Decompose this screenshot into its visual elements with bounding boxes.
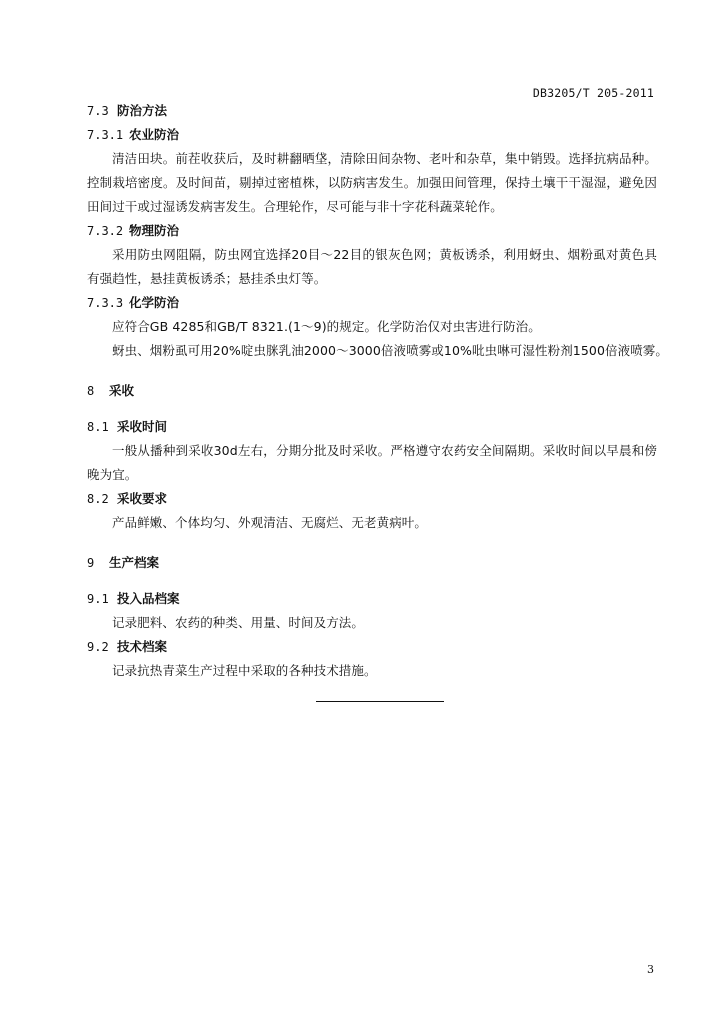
section-title: 采收时间: [117, 419, 168, 434]
section-heading-9-2: [87, 635, 657, 659]
section-heading-9-1: [87, 587, 657, 611]
paragraph-physical-control: 采用防虫网阻隔，防虫网宜选择20目～22目的银灰色网；黄板诱杀，利用蚜虫、烟粉虱对黄色具有强趋性，悬挂黄板诱杀；悬挂杀虫灯等。: [87, 247, 657, 286]
section-title: 采收要求: [117, 491, 168, 506]
section-title: 农业防治: [129, 127, 180, 142]
spacer: [87, 403, 657, 415]
paragraph-chemical-control-2: 蚜虫、烟粉虱可用20%啶虫脒乳油2000～3000倍液喷雾或10%吡虫啉可湿性粉剂1500倍液喷雾。: [112, 343, 669, 358]
section-number: 8.2: [87, 492, 109, 506]
section-number: 8.1: [87, 420, 109, 434]
section-heading-8-2: [87, 487, 657, 511]
spacer: [87, 535, 657, 551]
section-number: 8: [87, 384, 95, 398]
section-heading-7-3-3: [87, 291, 657, 315]
section-heading-7-3-1: [87, 123, 657, 147]
section-title: 物理防治: [129, 223, 180, 238]
section-heading-8: [87, 379, 657, 403]
paragraph-harvest-requirements: 产品鲜嫩、个体均匀、外观清洁、无腐烂、无老黄病叶。: [112, 515, 428, 530]
section-title: 防治方法: [117, 103, 168, 118]
paragraph-chemical-control-1: 应符合GB 4285和GB/T 8321.(1～9)的规定。化学防治仅对虫害进行防治。: [112, 319, 541, 334]
paragraph-input-records: 记录肥料、农药的种类、用量、时间及方法。: [112, 615, 365, 630]
section-heading-7-3-2: [87, 219, 657, 243]
page-number: 3: [647, 963, 654, 976]
spacer: [87, 363, 657, 379]
section-number: 9.1: [87, 592, 109, 606]
spacer: [87, 575, 657, 587]
document-code: DB3205/T 205-2011: [532, 86, 654, 100]
section-number: 9.2: [87, 640, 109, 654]
document-body: [87, 99, 669, 683]
section-number: 9: [87, 556, 95, 570]
section-title: 投入品档案: [117, 591, 180, 606]
section-heading-9: [87, 551, 657, 575]
section-title: 技术档案: [117, 639, 168, 654]
section-title: 采收: [109, 383, 135, 398]
section-number: 7.3.3: [87, 296, 124, 310]
section-heading-8-1: [87, 415, 657, 439]
section-heading-7-3: [87, 99, 657, 123]
paragraph-technical-records: 记录抗热青菜生产过程中采取的各种技术措施。: [112, 663, 377, 678]
section-title: 生产档案: [109, 555, 160, 570]
paragraph-harvest-time: 一般从播种到采收30d左右，分期分批及时采收。严格遵守农药安全间隔期。采收时间以早晨和傍晚为宜。: [87, 443, 657, 482]
section-title: 化学防治: [129, 295, 180, 310]
section-number: 7.3.1: [87, 128, 124, 142]
end-of-document-line: [316, 701, 444, 702]
section-number: 7.3: [87, 104, 109, 118]
section-number: 7.3.2: [87, 224, 124, 238]
paragraph-agricultural-control: 清洁田块。前茬收获后，及时耕翻晒垡，清除田间杂物、老叶和杂草，集中销毁。选择抗病品种。控制栽培密度。及时间苗，剔掉过密植株，以防病害发生。加强田间管理，保持土壤干干湿湿，避免因田间过干或过湿诱发病害发生。合理轮作，尽可能与非十字花科蔬菜轮作。: [87, 151, 657, 214]
